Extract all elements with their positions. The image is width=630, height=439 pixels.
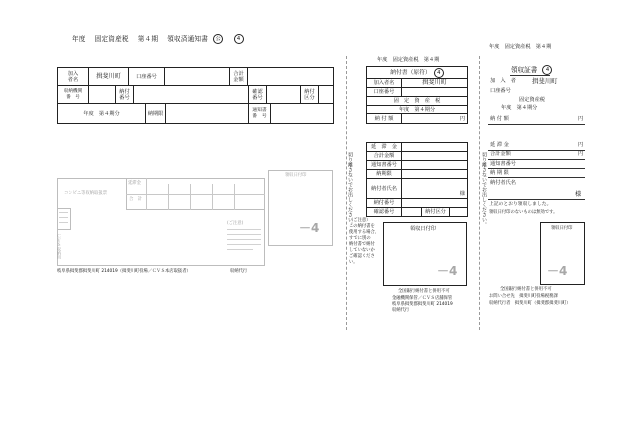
left-title-year: 年度	[72, 35, 86, 43]
right-name-label: 納付者氏名	[490, 180, 516, 186]
perforation-line-right	[479, 56, 480, 330]
left-title-period: 第４期	[137, 35, 159, 43]
right-late-fee-label: 延 滞 金	[490, 142, 509, 148]
mid-late-fee-label: 延 滞 金	[367, 143, 402, 152]
mid-doc-header	[367, 67, 468, 79]
mid-confirm-label: 確認番号	[367, 208, 402, 217]
cvs-stub-note-line	[227, 239, 261, 240]
cvs-stub-note-line	[227, 229, 261, 230]
mid-name-label: 納付者氏名	[367, 179, 402, 199]
mid-footer-line-2: 金融機関保管／ＣＶＳ店舗保管	[392, 296, 453, 301]
mid-name-honorific: 様	[402, 179, 468, 199]
mid-doc-title: 納付書（原符）	[390, 69, 431, 76]
cvs-stub-row-divider	[126, 194, 265, 195]
account-value	[165, 68, 230, 86]
mid-amount-yen: 円	[402, 114, 468, 124]
right-payer-label: 加 入 者	[490, 78, 516, 84]
mid-upper-table	[366, 66, 468, 124]
right-tax-name: 固定資産税	[519, 97, 545, 103]
cvs-stub-total: 合 計	[129, 197, 142, 202]
right-row-line	[488, 177, 585, 178]
cvs-stub-digit-line	[212, 184, 213, 210]
mid-period: 年度 第４期分	[367, 106, 468, 114]
payer-value: 揖斐川町	[89, 68, 129, 86]
due-value	[166, 104, 249, 124]
confirm-label: 確認 番号	[249, 86, 267, 104]
left-footer-address: 岐阜県揖斐郡揖斐川町 214019（揖斐川町役場／ＣＶＳ本店取扱者）	[57, 269, 191, 274]
left-title-doc: 領収済通知書	[167, 35, 208, 43]
agency-label: 収納機関 番 号	[58, 86, 89, 104]
mid-amount-label: 納 付 額	[367, 114, 402, 124]
cvs-stub-text-line	[59, 212, 68, 213]
mid-footer-line-3: 岐阜県揖斐郡揖斐川町 214019	[392, 302, 453, 307]
mid-payer-value: 揖斐川町	[402, 79, 468, 88]
mid-stamp-placeholder: －4	[437, 264, 458, 278]
right-doc-header	[511, 65, 552, 75]
right-stamp-placeholder: －4	[547, 264, 568, 278]
right-received-text: 上記のとおり領収しました。	[489, 202, 552, 207]
mid-class-value	[450, 208, 468, 217]
right-name-honorific: 様	[575, 191, 582, 198]
cvs-stub-title: コンビニ等収納取扱票	[64, 191, 107, 196]
cvs-stub-note-line	[227, 244, 261, 245]
class-value	[319, 86, 334, 104]
mid-payer-label: 加入者名	[367, 79, 402, 88]
right-do-not-detach-note: 切り離さないでお出しください。	[481, 152, 487, 227]
right-due-label: 納 期 限	[490, 170, 509, 176]
mid-stamp-label: 領収日付印	[410, 226, 436, 232]
cvs-stub-note-title: (ご注意)	[227, 221, 244, 226]
mid-lower-table	[366, 142, 468, 217]
mid-confirm-value	[402, 208, 422, 217]
left-footer-agent: 収納代行	[230, 269, 248, 274]
mid-mark-period: 4	[434, 68, 444, 78]
right-mark-period: 4	[542, 65, 552, 75]
mid-class-label: 納付区分	[422, 208, 450, 217]
payment-no-label: 納付 番号	[116, 86, 134, 104]
cvs-stub-digit-line	[190, 184, 191, 210]
left-title	[72, 34, 244, 44]
right-note: 領収日付印のないものは無効です。	[489, 210, 558, 215]
right-footer-line-1: 全国銀行納付書と併用不可	[500, 287, 552, 292]
cvs-stub-stamp: －4	[299, 221, 320, 235]
cvs-stub-text-line	[59, 222, 68, 223]
left-title-tax: 固定資産税	[94, 35, 129, 43]
class-label: 納付 区分	[301, 86, 319, 104]
mid-tax-name: 固 定 資 産 税	[367, 97, 468, 106]
right-footer-line-3: 収納代行者 揖斐川町（揖斐郡揖斐川町）	[489, 301, 571, 306]
period-label: 年度 第４期分	[58, 104, 146, 124]
cvs-stub-note-line	[227, 234, 261, 235]
mid-notice-value	[402, 161, 468, 170]
cvs-stub-stamp-label: 領収日付印	[285, 173, 307, 178]
right-total-label: 合計金額	[490, 151, 511, 157]
cvs-stub-col-divider	[146, 178, 147, 210]
mid-account-value	[402, 88, 468, 97]
notice-no-label: 通知書 番 号	[249, 104, 271, 124]
right-doc-underline	[510, 75, 550, 76]
cvs-stub-note-line	[227, 249, 253, 250]
mid-due-label: 納期限	[367, 170, 402, 179]
notice-no-value	[271, 104, 334, 124]
total-label: 合計 金額	[230, 68, 248, 86]
left-notice-table	[57, 67, 334, 124]
mid-total-value	[402, 152, 468, 161]
agency-value	[89, 86, 116, 104]
mid-total-label: 合計金額	[367, 152, 402, 161]
account-label: 口座番号	[129, 68, 165, 86]
mid-payment-no-value	[402, 199, 468, 208]
mid-footer-line-1: 全国銀行納付書と併用不可	[398, 289, 450, 294]
right-row-line	[488, 159, 585, 160]
cvs-stub-digit-line	[168, 184, 169, 210]
right-row-line	[488, 168, 585, 169]
due-label: 納期限	[146, 104, 166, 124]
right-account-label: 口座番号	[490, 88, 511, 94]
confirm-value	[267, 86, 301, 104]
right-period: 年度 第４期分	[501, 105, 538, 111]
right-late-fee-yen: 円	[578, 142, 584, 148]
cvs-stub-vertical-label: ＣＶＳ収納用	[57, 234, 62, 260]
right-amount-underline	[488, 124, 585, 125]
left-mark-period: 4	[234, 34, 244, 44]
payer-label: 加入 者名	[58, 68, 89, 86]
cvs-stub-late-fee: 延滞金	[128, 181, 141, 186]
right-amount-yen: 円	[578, 116, 584, 122]
right-footer-line-2: お問い合せ先 揖斐川町役場税務課	[489, 294, 558, 299]
cvs-stub-text-line	[59, 217, 68, 218]
mid-do-not-detach-note: 切り離さないでお出しください。	[347, 152, 353, 227]
right-title: 年度 固定資産税 第４期	[489, 44, 552, 50]
mid-account-label: 口座番号	[367, 88, 402, 97]
mid-caution-note: （ご注意） この納付書を 使用する場合、 すでに別の 納付書で納付 していないか ご確認くださ い。	[349, 218, 380, 265]
right-amount-label: 納 付 額	[490, 116, 509, 122]
right-stamp-label: 領収日付印	[551, 226, 573, 231]
right-notice-label: 通知書番号	[490, 161, 516, 167]
mid-due-value	[402, 170, 468, 179]
total-value	[248, 68, 334, 86]
cvs-stub-digit-line	[234, 184, 235, 210]
payment-no-value	[134, 86, 249, 104]
mid-notice-label: 通知書番号	[367, 161, 402, 170]
left-mark-public: 公	[213, 34, 223, 44]
mid-title: 年度 固定資産税 第４期	[377, 57, 440, 63]
mid-late-fee-value	[402, 143, 468, 152]
right-doc-title: 領収証書	[511, 66, 538, 74]
mid-payment-no-label: 納付番号	[367, 199, 402, 208]
mid-footer-line-4: 収納代行	[392, 308, 410, 313]
right-total-yen: 円	[578, 151, 584, 157]
right-payer-value: 揖斐川町	[532, 77, 558, 85]
right-row-line	[488, 199, 585, 200]
